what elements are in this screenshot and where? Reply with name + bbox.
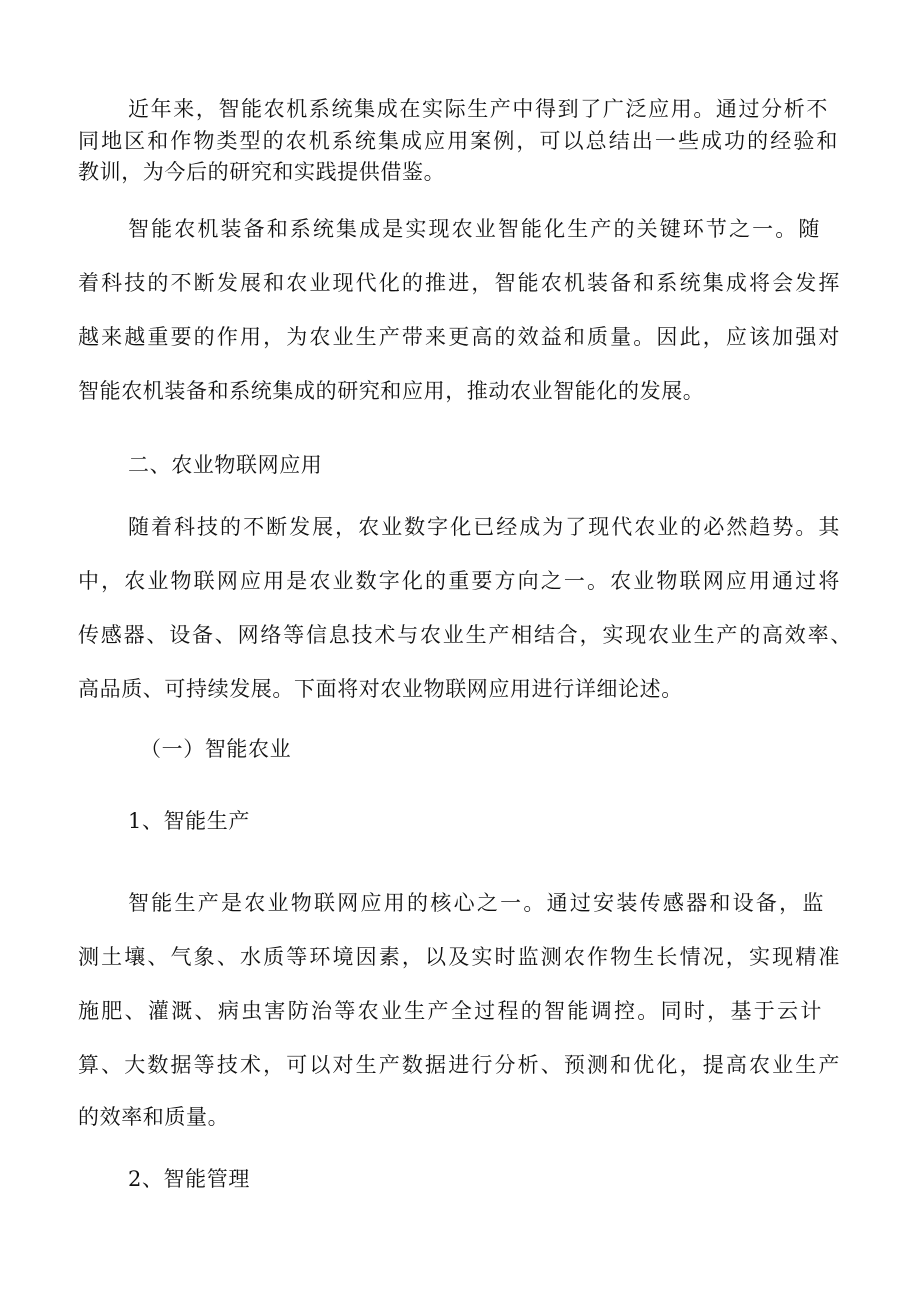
text-line: 的效率和质量。: [78, 1105, 230, 1129]
text-line: 高品质、可持续发展。下面将对农业物联网应用进行详细论述。: [78, 677, 683, 701]
text-line: 智能生产是农业物联网应用的核心之一。通过安装传感器和设备，监: [128, 891, 824, 915]
text-line: 近年来，智能农机系统集成在实际生产中得到了广泛应用。通过分析不: [128, 97, 828, 121]
text-line: 测土壤、气象、水质等环境因素，以及实时监测农作物生长情况，实现精准: [78, 945, 840, 969]
subsection-heading: （一）智能农业: [140, 737, 292, 761]
text-line: 教训，为今后的研究和实践提供借鉴。: [78, 160, 446, 184]
item-heading: 1、智能生产: [128, 809, 250, 833]
text-line: 同地区和作物类型的农机系统集成应用案例，可以总结出一些成功的经验和: [78, 129, 838, 153]
text-line: 施肥、灌溉、病虫害防治等农业生产全过程的智能调控。同时，基于云计: [78, 999, 822, 1023]
text-line: 智能农机装备和系统集成的研究和应用，推动农业智能化的发展。: [78, 379, 705, 403]
text-line: 随着科技的不断发展，农业数字化已经成为了现代农业的必然趋势。其: [128, 515, 840, 539]
text-line: 算、大数据等技术，可以对生产数据进行分析、预测和优化，提高农业生产: [78, 1053, 840, 1077]
item-heading: 2、智能管理: [128, 1167, 250, 1191]
text-line: 着科技的不断发展和农业现代化的推进，智能农机装备和系统集成将会发挥: [78, 271, 840, 295]
text-line: 传感器、设备、网络等信息技术与农业生产相结合，实现农业生产的高效率、: [78, 623, 852, 647]
text-line: 中，农业物联网应用是农业数字化的重要方向之一。农业物联网应用通过将: [78, 569, 840, 593]
text-line: 越来越重要的作用，为农业生产带来更高的效益和质量。因此，应该加强对: [78, 325, 840, 349]
text-line: 智能农机装备和系统集成是实现农业智能化生产的关键环节之一。随: [128, 217, 820, 241]
section-heading: 二、农业物联网应用: [128, 453, 323, 477]
